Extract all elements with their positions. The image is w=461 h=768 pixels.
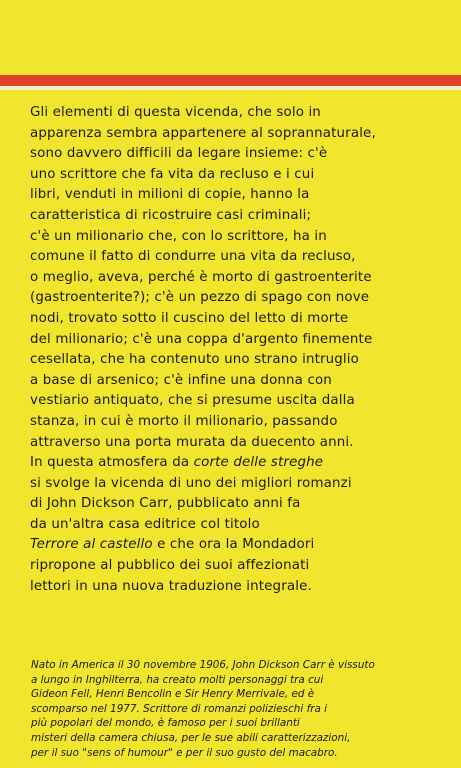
- synopsis-line: [30, 556, 450, 577]
- synopsis-line: [30, 371, 450, 392]
- bio-line: misteri della camera chiusa, per le sue abili caratterizzazioni,: [31, 731, 351, 744]
- synopsis-line: [30, 577, 450, 598]
- line-text: nodi, trovato sotto il cuscino del letto di morte: [30, 310, 349, 326]
- line-text: del milionario; c'è una coppa d'argento finemente: [30, 331, 373, 347]
- line-text: a base di arsenico; c'è infine una donna con: [30, 372, 332, 388]
- synopsis-line: [30, 412, 450, 433]
- line-text: cesellata, che ha contenuto uno strano intruglio: [30, 352, 360, 368]
- line-text: e che ora la Mondadori: [152, 537, 315, 553]
- synopsis-line: [30, 474, 450, 495]
- italic-title-text: Terrore al castello: [30, 537, 153, 553]
- line-text: vestiario antiquato, che si presume uscita dalla: [30, 393, 355, 409]
- line-text: lettori in una nuova traduzione integrale.: [30, 578, 312, 594]
- line-text: si svolge la vicenda di uno dei migliori romanzi: [30, 475, 352, 491]
- synopsis-line: [30, 103, 450, 124]
- synopsis-line: [30, 165, 450, 186]
- synopsis-line: [30, 453, 450, 474]
- bio-line: più popolari del mondo, è famoso per i suoi brillanti: [31, 717, 300, 730]
- red-stripe: [0, 75, 461, 86]
- line-text: stanza, in cui è morto il milionario, passando: [30, 413, 338, 429]
- synopsis-line: [30, 227, 450, 248]
- synopsis-line: [30, 144, 450, 165]
- line-text: o meglio, aveva, perché è morto di gastroenterite: [30, 269, 372, 285]
- line-text: comune il fatto di condurre una vita da recluso,: [30, 249, 356, 265]
- line-text: da un'altra casa editrice col titolo: [30, 516, 260, 532]
- synopsis-line: [30, 535, 450, 556]
- bio-line: Gideon Fell, Henri Bencolin e Sir Henry Merrivale, ed è: [31, 688, 315, 701]
- synopsis-line: [30, 206, 450, 227]
- bio-line: Nato in America il 30 novembre 1906, John Dickson Carr è vissuto: [31, 659, 375, 671]
- line-text: Gli elementi di questa vicenda, che solo in: [30, 105, 321, 120]
- synopsis-text: [30, 103, 450, 597]
- bio-line: a lungo in Inghilterra, ha creato molti personaggi tra cui: [31, 673, 324, 686]
- line-text: libri, venduti in milioni di copie, hanno la: [30, 187, 310, 203]
- line-text: (gastroenterite?); c'è un pezzo di spago con nove: [30, 290, 370, 306]
- line-text: attraverso una porta murata da duecento anni.: [30, 434, 354, 450]
- synopsis-line: [30, 494, 450, 515]
- line-text: apparenza sembra appartenere al soprannaturale,: [30, 125, 376, 141]
- author-bio-text: [31, 658, 441, 760]
- line-text: caratteristica di ricostruire casi criminali;: [30, 207, 312, 223]
- line-text: ripropone al pubblico dei suoi affezionati: [30, 558, 310, 574]
- italic-title-text: corte delle streghe: [193, 455, 324, 471]
- synopsis-line: [30, 124, 450, 145]
- synopsis-line: [30, 330, 450, 351]
- synopsis-line: [30, 391, 450, 412]
- line-text: c'è un milionario che, con lo scrittore, ha in: [30, 228, 327, 244]
- synopsis-line: [30, 515, 450, 536]
- synopsis-line: [30, 185, 450, 206]
- synopsis-line: [30, 247, 450, 268]
- bio-line: per il suo "sens of humour" e per il suo gusto del macabro.: [31, 746, 338, 759]
- line-text: di John Dickson Carr, pubblicato anni fa: [30, 496, 301, 512]
- synopsis-line: [30, 309, 450, 330]
- synopsis-line: [30, 288, 450, 309]
- synopsis-line: [30, 350, 450, 371]
- white-stripe: [0, 86, 461, 90]
- line-text: uno scrittore che fa vita da recluso e i cui: [30, 166, 315, 182]
- bio-line: scomparso nel 1977. Scrittore di romanzi polizieschi fra i: [31, 702, 328, 715]
- line-text: In questa atmosfera da: [30, 455, 194, 471]
- line-text: sono davvero difficili da legare insieme: c'è: [30, 146, 328, 162]
- synopsis-line: [30, 268, 450, 289]
- synopsis-line: [30, 433, 450, 454]
